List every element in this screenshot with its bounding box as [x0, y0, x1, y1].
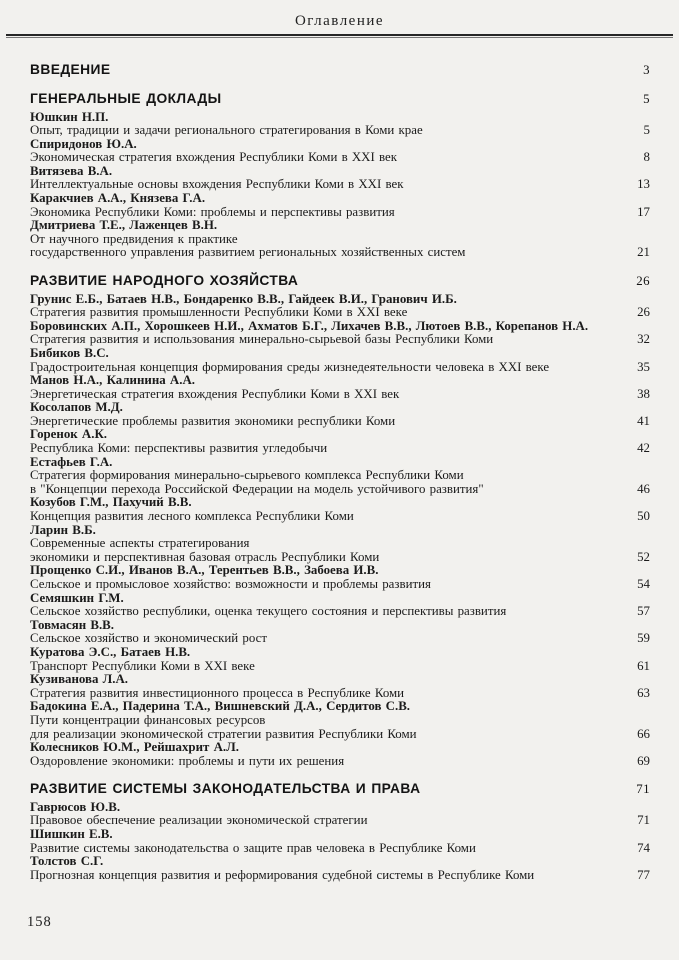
entry-text: Правовое обеспечение реализации экономической стратегии: [30, 813, 368, 828]
entry-text: Стратегия формирования минерально-сырьевого комплекса Республики Коми: [30, 468, 464, 483]
entry-text: Колесников Ю.М., Рейшахрит А.Л.: [30, 740, 239, 755]
entry-text: государственного управления развитием региональных хозяйственных систем: [30, 245, 466, 260]
entry-text: Кузиванова Л.А.: [30, 672, 129, 687]
header-rule: [6, 34, 673, 38]
entry-text: экономики и перспективная базовая отрасль Республики Коми: [30, 549, 380, 564]
entry-text: Опыт, традиции и задачи регионального стратегирования в Коми крае: [30, 123, 423, 138]
entry-page-number: 13: [637, 177, 650, 192]
toc-entry: [30, 700, 650, 714]
entry-text: Концепция развития лесного комплекса Республики Коми: [30, 509, 354, 524]
toc-entry: [30, 192, 650, 206]
toc-entry: [30, 428, 650, 442]
entry-text: Бадокина Е.А., Падерина Т.А., Вишневский Д.А., Сердитов С.В.: [30, 699, 411, 714]
entry-text: Товмасян В.В.: [30, 617, 115, 632]
entry-text: Пути концентрации финансовых ресурсов: [30, 712, 266, 727]
toc-entry: [30, 728, 650, 742]
entry-text: Козубов Г.М., Пахучий В.В.: [30, 495, 192, 510]
entry-page-number: 57: [637, 604, 650, 619]
entry-page-number: 66: [637, 726, 650, 741]
toc-entry: [30, 347, 650, 361]
entry-page-number: 74: [637, 840, 650, 855]
entry-text: Сельское хозяйство республики, оценка текущего состояния и перспективы развития: [30, 604, 507, 619]
toc-entry: [30, 219, 650, 233]
entry-page-number: 42: [637, 441, 650, 456]
toc-entry: [30, 62, 650, 78]
toc-entry: [30, 124, 650, 138]
toc-entry: [30, 246, 650, 260]
toc-entry: [30, 537, 650, 551]
toc-entry: [30, 91, 650, 107]
toc-entry: [30, 619, 650, 633]
entry-text: Республика Коми: перспективы развития угледобычи: [30, 441, 328, 456]
toc-entry: [30, 564, 650, 578]
toc-entry: [30, 524, 650, 538]
entry-text: Косолапов М.Д.: [30, 400, 123, 415]
toc-entry: [30, 828, 650, 842]
entry-page-number: 50: [637, 509, 650, 524]
toc-entry: [30, 456, 650, 470]
toc-entry: [30, 605, 650, 619]
toc-entry: [30, 178, 650, 192]
toc-entry: [30, 388, 650, 402]
entry-text: Стратегия развития промышленности Республики Коми в XXI веке: [30, 305, 408, 320]
entry-page-number: 3: [643, 63, 650, 77]
toc-list: [30, 62, 650, 882]
entry-text: Стратегия развития инвестиционного процесса в Республике Коми: [30, 685, 405, 700]
toc-entry: [30, 687, 650, 701]
toc-entry: [30, 496, 650, 510]
entry-page-number: 26: [637, 305, 650, 320]
toc-entry: [30, 374, 650, 388]
entry-page-number: 46: [637, 481, 650, 496]
entry-text: Каракчиев А.А., Князева Г.А.: [30, 191, 206, 206]
entry-text: Гаврюсов Ю.В.: [30, 799, 121, 814]
entry-text: РАЗВИТИЕ СИСТЕМЫ ЗАКОНОДАТЕЛЬСТВА И ПРАВА: [30, 780, 421, 796]
entry-page-number: 61: [637, 658, 650, 673]
entry-page-number: 35: [637, 359, 650, 374]
toc-entry: [30, 578, 650, 592]
toc-entry: [30, 401, 650, 415]
entry-text: для реализации экономической стратегии развития Республики Коми: [30, 726, 417, 741]
entry-page-number: 71: [637, 813, 650, 828]
entry-page-number: 5: [643, 91, 650, 106]
toc-entry: [30, 320, 650, 334]
entry-text: Естафьев Г.А.: [30, 454, 113, 469]
entry-text: Оздоровление экономики: проблемы и пути их решения: [30, 753, 345, 768]
entry-page-number: 41: [637, 413, 650, 428]
entry-text: Ларин В.Б.: [30, 522, 96, 537]
entry-page-number: 26: [636, 273, 650, 288]
entry-text: Градостроительная концепция формирования среды жизнедеятельности человека в XXI веке: [30, 359, 550, 374]
entry-text: Экономика Республики Коми: проблемы и перспективы развития: [30, 204, 395, 219]
toc-entry: [30, 632, 650, 646]
toc-entry: [30, 273, 650, 289]
toc-entry: [30, 592, 650, 606]
entry-page-number: 5: [643, 123, 650, 138]
toc-entry: [30, 814, 650, 828]
toc-entry: [30, 483, 650, 497]
toc-entry: [30, 233, 650, 247]
entry-text: Транспорт Республики Коми в XXI веке: [30, 658, 255, 673]
toc-entry: [30, 855, 650, 869]
toc-entry: [30, 206, 650, 220]
entry-text: Куратова Э.С., Батаев Н.В.: [30, 644, 191, 659]
entry-text: Стратегия развития и использования минерально-сырьевой базы Республики Коми: [30, 332, 494, 347]
toc-entry: [30, 151, 650, 165]
entry-text: Прощенко С.И., Иванов В.А., Терентьев В.В., Забоева И.В.: [30, 563, 379, 578]
entry-text: Экономическая стратегия вхождения Республики Коми в XXI век: [30, 150, 398, 165]
entry-page-number: 59: [637, 631, 650, 646]
entry-text: Современные аспекты стратегирования: [30, 536, 250, 551]
entry-text: Семяшкин Г.М.: [30, 590, 124, 605]
entry-page-number: 69: [637, 753, 650, 768]
toc-entry: [30, 781, 650, 797]
toc-entry: [30, 306, 650, 320]
entry-text: Энергетическая стратегия вхождения Республики Коми в XXI век: [30, 386, 400, 401]
toc-entry: [30, 442, 650, 456]
entry-page-number: 52: [637, 549, 650, 564]
entry-page-number: 71: [636, 781, 650, 796]
entry-text: Манов Н.А., Калинина А.А.: [30, 373, 195, 388]
entry-page-number: 54: [637, 577, 650, 591]
toc-entry: [30, 842, 650, 856]
entry-text: Развитие системы законодательства о защите прав человека в Республике Коми: [30, 840, 476, 855]
entry-text: ГЕНЕРАЛЬНЫЕ ДОКЛАДЫ: [30, 90, 222, 106]
toc-entry: [30, 714, 650, 728]
entry-page-number: 32: [637, 332, 650, 347]
entry-text: Витязева В.А.: [30, 163, 113, 178]
entry-text: Шишкин Е.В.: [30, 827, 113, 841]
entry-text: Прогнозная концепция развития и реформирования судебной системы в Республике Коми: [30, 867, 535, 882]
toc-entry: [30, 510, 650, 524]
entry-text: Боровинских А.П., Хорошкеев Н.И., Ахматов Б.Г., Лихачев В.В., Лютоев В.В., Корепанов Н.А.: [30, 318, 589, 333]
toc-entry: [30, 646, 650, 660]
toc-entry: [30, 469, 650, 483]
entry-text: Спиридонов Ю.А.: [30, 136, 137, 151]
entry-page-number: 8: [643, 150, 650, 165]
toc-entry: [30, 415, 650, 429]
toc-entry: [30, 293, 650, 307]
entry-text: Грунис Е.Б., Батаев Н.В., Бондаренко В.В., Гайдеек В.И., Гранович И.Б.: [30, 291, 457, 306]
entry-text: в "Концепции перехода Российской Федерации на модель устойчивого развития": [30, 481, 484, 496]
entry-page-number: 21: [637, 245, 650, 260]
toc-entry: [30, 111, 650, 125]
folio-page-number: 158: [27, 914, 52, 930]
entry-text: Толстов С.Г.: [30, 854, 104, 869]
entry-text: Интеллектуальные основы вхождения Республики Коми в XXI век: [30, 177, 404, 192]
entry-text: Сельское хозяйство и экономический рост: [30, 631, 267, 646]
entry-page-number: 17: [637, 204, 650, 219]
toc-entry: [30, 801, 650, 815]
toc-entry: [30, 869, 650, 883]
entry-page-number: 38: [637, 386, 650, 401]
toc-entry: [30, 673, 650, 687]
entry-text: ВВЕДЕНИЕ: [30, 62, 111, 77]
running-head-title: Оглавление: [294, 13, 385, 29]
entry-page-number: 77: [637, 867, 650, 882]
entry-text: Сельское и промысловое хозяйство: возможности и проблемы развития: [30, 577, 431, 591]
toc-entry: [30, 551, 650, 565]
entry-text: Энергетические проблемы развития экономики республики Коми: [30, 413, 396, 428]
toc-entry: [30, 361, 650, 375]
entry-text: Горенок А.К.: [30, 427, 108, 442]
toc-entry: [30, 755, 650, 769]
page-header: [0, 0, 679, 38]
entry-page-number: 63: [637, 685, 650, 700]
entry-text: Юшкин Н.П.: [30, 109, 109, 124]
toc-entry: [30, 741, 650, 755]
entry-text: Бибиков В.С.: [30, 345, 109, 360]
entry-text: РАЗВИТИЕ НАРОДНОГО ХОЗЯЙСТВА: [30, 272, 299, 288]
entry-text: Дмитриева Т.Е., Лаженцев В.Н.: [30, 218, 218, 233]
toc-entry: [30, 165, 650, 179]
toc-entry: [30, 138, 650, 152]
toc-entry: [30, 333, 650, 347]
toc-entry: [30, 660, 650, 674]
entry-text: От научного предвидения к практике: [30, 231, 238, 246]
